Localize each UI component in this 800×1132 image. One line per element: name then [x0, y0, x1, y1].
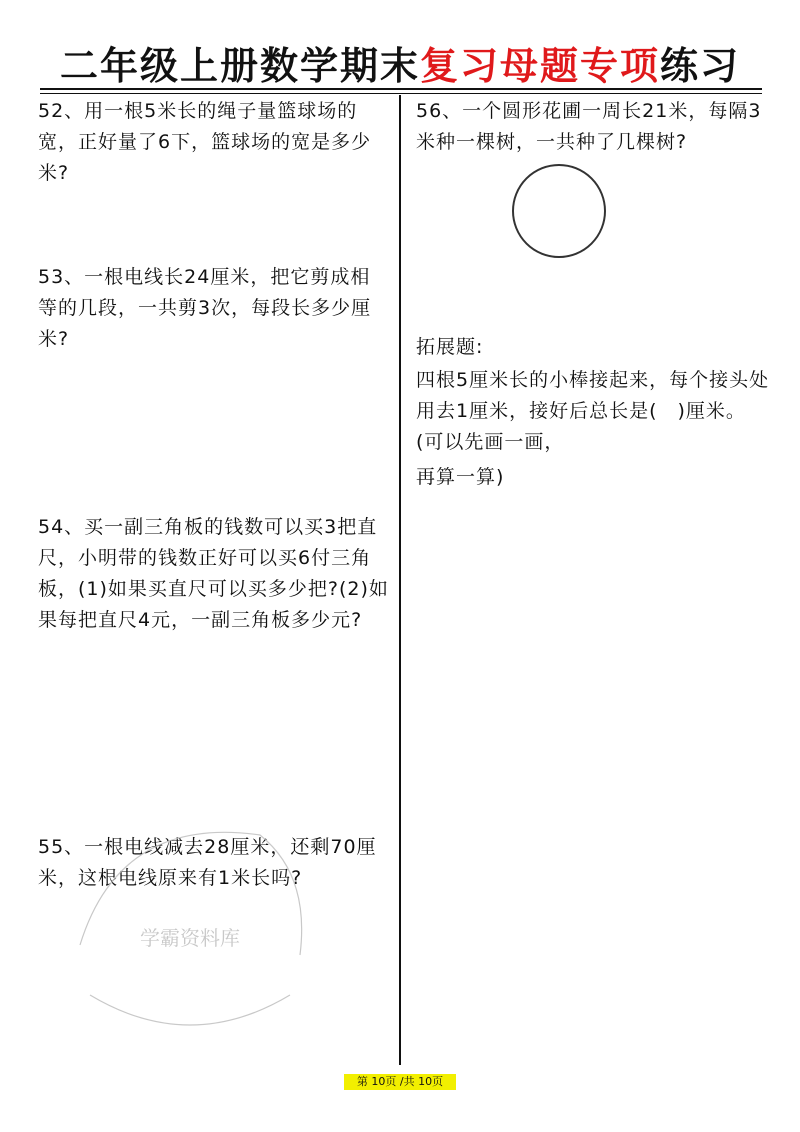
flowerbed-circle	[512, 164, 606, 258]
title-part1: 二年级上册数学期末	[59, 44, 420, 88]
question-55: 55、一根电线减去28厘米，还剩70厘米，这根电线原来有1米长吗?	[38, 836, 377, 889]
extension-body: 四根5厘米长的小棒接起来，每个接头处用去1厘米，接好后总长是( )厘米。(可以先画一画，	[416, 369, 770, 453]
extension-tail: 再算一算)	[416, 466, 505, 488]
question-56: 56、一个圆形花圃一周长21米，每隔3米种一棵树，一共种了几棵树?	[416, 100, 762, 153]
title-rule-thin	[40, 93, 762, 94]
column-divider	[399, 95, 401, 1065]
title-part2-red: 复习母题专项	[419, 44, 660, 88]
extension-heading: 拓展题:	[416, 336, 484, 358]
question-53: 53、一根电线长24厘米，把它剪成相等的几段，一共剪3次，每段长多少厘米?	[38, 266, 372, 350]
page-footer: 第 10页 /共 10页	[344, 1074, 456, 1090]
page-title	[0, 40, 800, 92]
question-54: 54、买一副三角板的钱数可以买3把直尺，小明带的钱数正好可以买6付三角板，(1)如果买直尺可以买多少把?(2)如果每把直尺4元，一副三角板多少元?	[38, 516, 389, 631]
watermark-seal	[60, 795, 320, 1045]
title-part3: 练习	[660, 44, 741, 88]
question-52: 52、用一根5米长的绳子量篮球场的宽，正好量了6下，篮球场的宽是多少米?	[38, 100, 372, 184]
title-rule-thick	[40, 88, 762, 90]
watermark-text: 学霸资料库	[140, 926, 240, 950]
